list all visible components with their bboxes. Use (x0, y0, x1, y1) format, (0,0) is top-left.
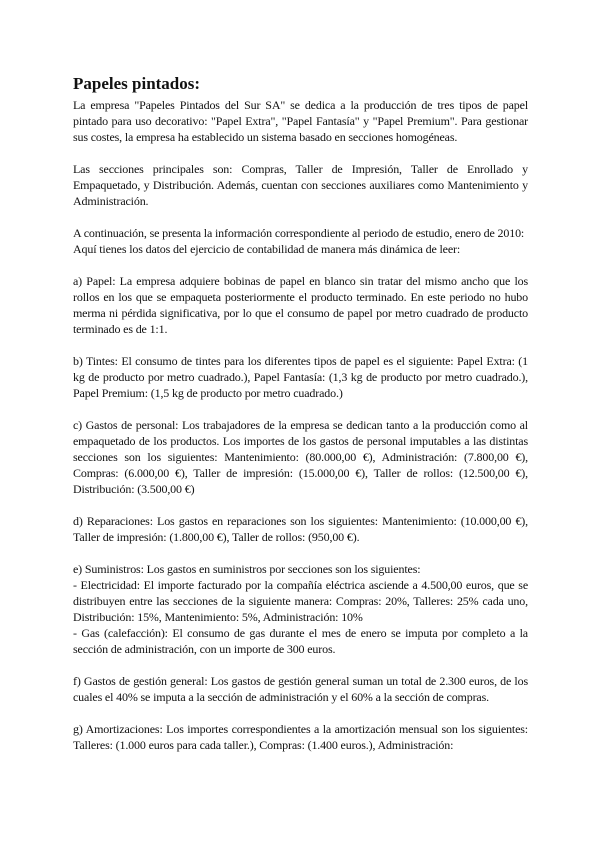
item-g-amortizaciones: g) Amortizaciones: Los importes correspondientes a la amortización mensual son los siguientes: Talleres: (1.000 euros para cada taller.), Compras: (1.400 euros.), Administración: (73, 722, 528, 752)
paragraph-intro: La empresa "Papeles Pintados del Sur SA" se dedica a la producción de tres tipos de papel pintado para uso decorativo: "Papel Extra", "Papel Fantasía" y "Papel Premium". Para gestionar sus costes, la empresa ha establecido un sistema basado en secciones homogéneas. (73, 98, 528, 144)
suministros-electricidad: - Electricidad: El importe facturado por la compañía eléctrica asciende a 4.500,00 euros, que se distribuyen entre las secciones de la siguiente manera: Compras: 20%, Talleres: 25% cada uno, Distribución: 15%, Mantenimiento: 5%, Administración: 10% (73, 578, 528, 624)
data-intro-line: Aquí tienes los datos del ejercicio de contabilidad de manera más dinámica de leer: (73, 242, 461, 256)
item-f-gestion: f) Gastos de gestión general: Los gastos de gestión general suman un total de 2.300 euros, de los cuales el 40% se imputa a la sección de administración y el 60% a la sección de compras. (73, 674, 528, 704)
item-c-personal: c) Gastos de personal: Los trabajadores de la empresa se dedican tanto a la producción como al empaquetado de los productos. Los importes de los gastos de personal imputables a las distintas secciones son los siguientes: Mantenimiento: (80.000,00 €), Administración: (7.800,00 €), Compras: (6.000,00 €), Taller de impresión: (15.000,00 €), Taller de rollos: (12.500,00 €), Distribución: (3.500,00 €) (73, 418, 528, 496)
paragraph-sections: Las secciones principales son: Compras, Taller de Impresión, Taller de Enrollado y Empaquetado, y Distribución. Además, cuentan con secciones auxiliares como Mantenimiento y Administración. (73, 162, 528, 208)
document-title: Papeles pintados: (73, 74, 201, 93)
suministros-intro: e) Suministros: Los gastos en suministros por secciones son los siguientes: (73, 562, 421, 576)
paragraph-period (73, 225, 528, 257)
item-e-suministros (73, 561, 528, 657)
item-b-tintes: b) Tintes: El consumo de tintes para los diferentes tipos de papel es el siguiente: Papel Extra: (1 kg de producto por metro cuadrado.), Papel Fantasía: (1,3 kg de producto por metro cuadrado.), Papel Premium: (1,5 kg de producto por metro cuadrado.) (73, 354, 528, 400)
item-a-papel: a) Papel: La empresa adquiere bobinas de papel en blanco sin tratar del mismo ancho que los rollos en los que se empaqueta posteriormente el producto terminado. En este periodo no hubo merma ni pérdida significativa, por lo que el consumo de papel por metro cuadrado de producto terminado es de 1:1. (73, 274, 528, 336)
suministros-gas: - Gas (calefacción): El consumo de gas durante el mes de enero se imputa por completo a la sección de administración, con un importe de 300 euros. (73, 626, 528, 656)
period-line: A continuación, se presenta la información correspondiente al periodo de estudio, enero de 2010: (73, 226, 525, 240)
item-d-reparaciones: d) Reparaciones: Los gastos en reparaciones son los siguientes: Mantenimiento: (10.000,00 €), Taller de impresión: (1.800,00 €), Taller de rollos: (950,00 €). (73, 514, 528, 544)
